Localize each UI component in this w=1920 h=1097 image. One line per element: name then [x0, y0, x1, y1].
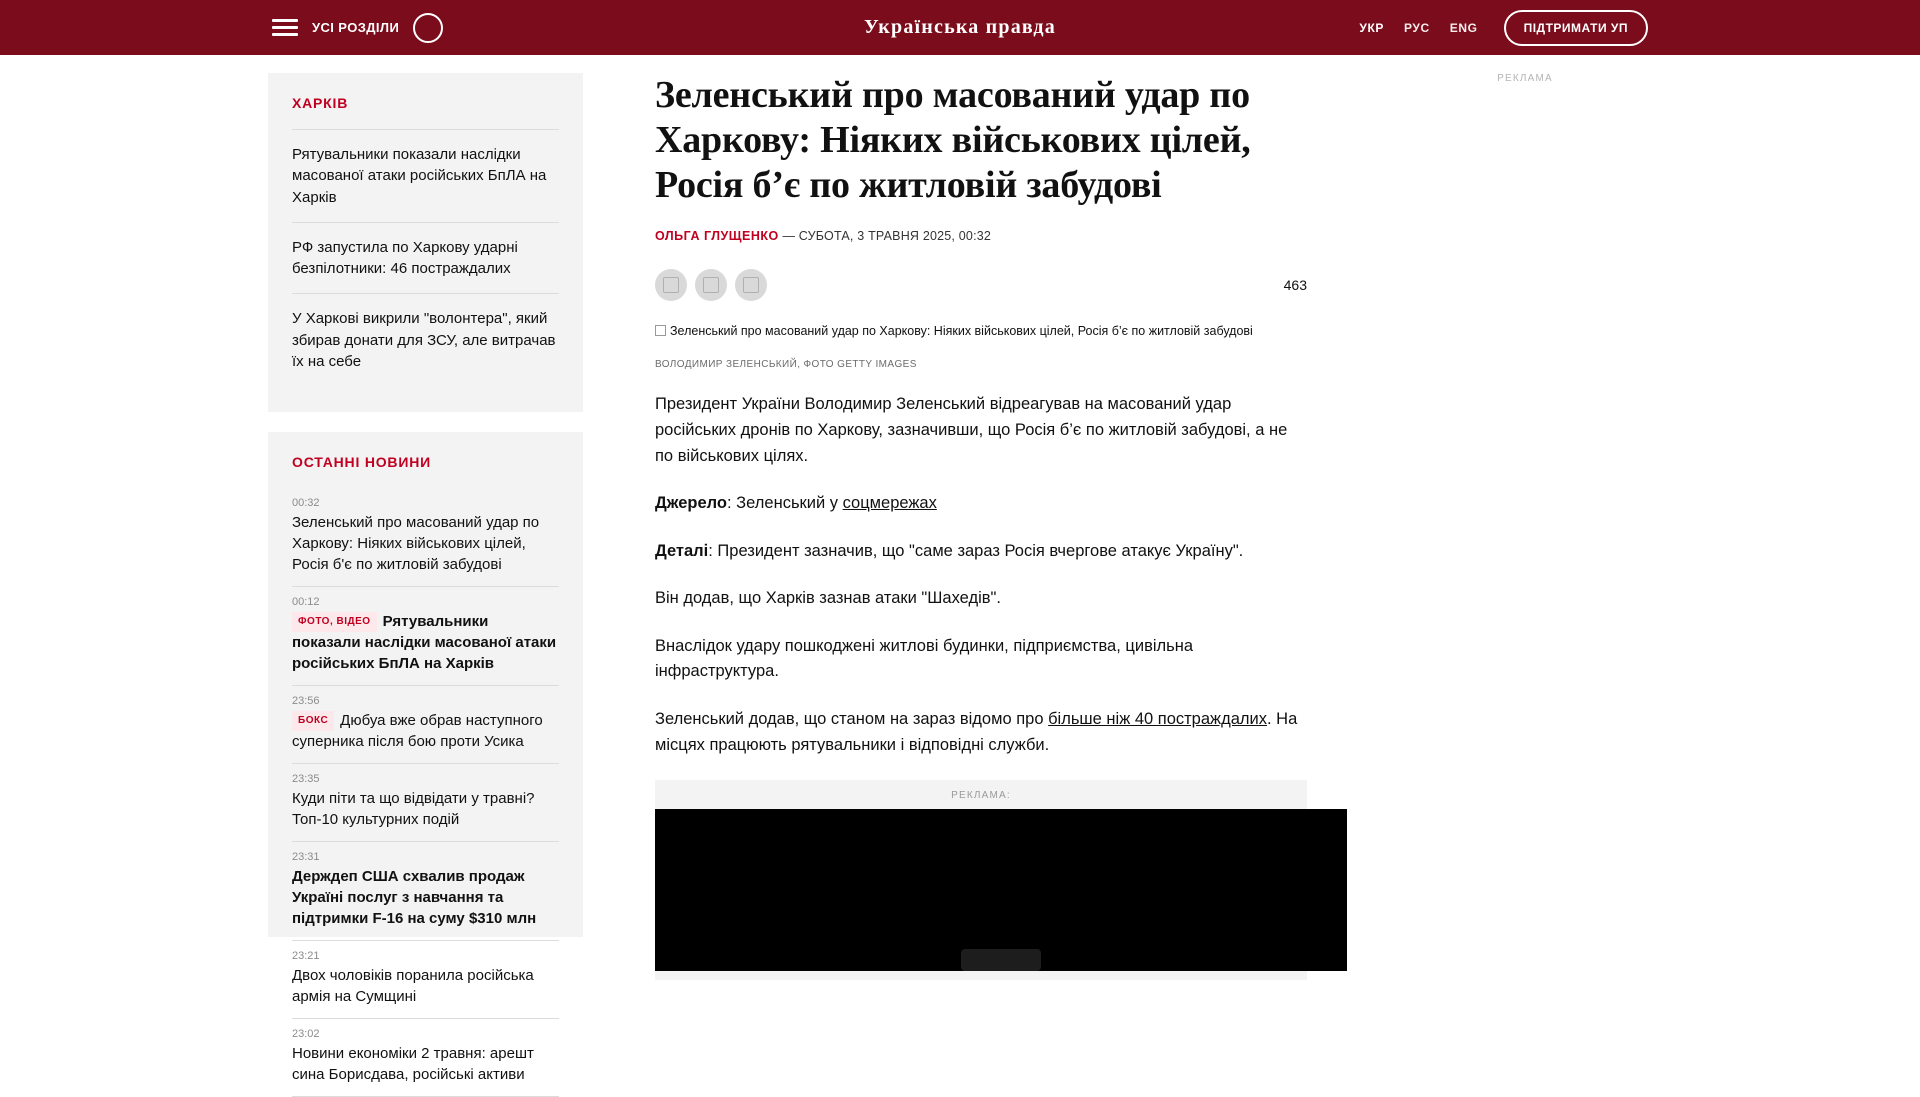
menu-burger-icon[interactable] [272, 19, 298, 36]
share-facebook-icon[interactable] [655, 269, 687, 301]
kharkiv-widget [268, 73, 583, 412]
article-paragraph [655, 539, 1307, 565]
site-header [0, 0, 1920, 55]
list-item[interactable] [292, 686, 559, 764]
all-sections-label[interactable]: УСІ РОЗДІЛИ [312, 20, 400, 35]
ad-video-player[interactable] [655, 809, 1347, 971]
ad-label: РЕКЛАМА [1497, 73, 1553, 84]
header-left-group [272, 13, 443, 43]
article-image-alt: Зеленський про масований удар по Харкову: Ніяких військових цілей, Росія б’є по житловій забудові [670, 324, 1253, 339]
paragraph-lead: Деталі [655, 541, 709, 560]
news-time: 23:35 [292, 773, 320, 786]
lang-switch-rus[interactable]: РУС [1403, 20, 1430, 35]
news-headline-text: Рятувальники показали наслідки масованої атаки російських БпЛА на Харків [292, 613, 557, 673]
news-headline[interactable]: Держдеп США схвалив продаж Україні послуг з навчання та підтримки F-16 на суму $310 млн [292, 868, 537, 928]
paragraph-text: Зеленський додав, що станом на зараз відомо про [655, 709, 1049, 728]
paragraph-tail: . На місцях працюють рятувальники і відповідні служби. [655, 709, 1298, 754]
lang-switch-ukr[interactable]: УКР [1359, 20, 1384, 35]
list-item[interactable]: У Харкові викрили "волонтера", який збирав донати для ЗСУ, але витрачав їх на себе [292, 293, 559, 386]
news-time: 23:21 [292, 950, 320, 963]
support-button[interactable]: ПІДТРИМАТИ УП [1504, 10, 1648, 46]
article-image-placeholder [655, 323, 1307, 355]
paragraph-text: : Президент зазначив, що "саме зараз Росія вчергове атакує Україну". [708, 541, 1244, 560]
broken-image-icon [655, 325, 666, 336]
latest-news-widget [268, 432, 583, 1084]
list-item[interactable] [292, 587, 559, 686]
byline [655, 229, 1307, 243]
header-right-group [1359, 10, 1648, 46]
casualties-link[interactable]: більше ніж 40 постраждалих [1048, 709, 1267, 728]
share-telegram-icon[interactable] [735, 269, 767, 301]
search-icon[interactable] [413, 13, 443, 43]
latest-news-title: ОСТАННІ НОВИНИ [292, 454, 431, 471]
kharkiv-widget-title: ХАРКІВ [292, 95, 349, 111]
news-headline[interactable]: Куди піти та що відвідати у травні? Топ-10 культурних подій [292, 790, 535, 829]
list-item[interactable] [292, 842, 559, 941]
list-item[interactable] [292, 764, 559, 842]
left-sidebar [268, 73, 583, 1084]
page-layout [0, 55, 1920, 1084]
list-item[interactable]: РФ запустила по Харкову ударні безпілотники: 46 постраждалих [292, 222, 559, 294]
inline-ad-block [655, 780, 1307, 980]
site-logo[interactable]: Українська правда [864, 16, 1056, 38]
article-main [615, 73, 1307, 980]
share-twitter-icon[interactable] [695, 269, 727, 301]
list-item[interactable]: Рятувальники показали наслідки масованої атаки російських БпЛА на Харків [292, 129, 559, 222]
article-paragraph [655, 491, 1307, 517]
list-item[interactable] [292, 1019, 559, 1097]
news-headline[interactable]: Новини економіки 2 травня: арешт сина Борисдава, російські активи [292, 1045, 534, 1084]
photo-credit: ВОЛОДИМИР ЗЕЛЕНСЬКИЙ, ФОТО GETTY IMAGES [655, 359, 917, 371]
article-author[interactable]: ОЛЬГА ГЛУЩЕНКО [655, 229, 779, 244]
right-sidebar [1339, 73, 1659, 980]
news-headline-text: Дюбуа вже обрав наступного суперника після бою проти Усика [292, 712, 543, 751]
paragraph-lead: Джерело [655, 494, 728, 513]
paragraph-text: : Зеленський у [727, 494, 843, 513]
status-badge: ФОТО, ВІДЕО [292, 612, 377, 632]
news-time: 00:12 [292, 596, 320, 609]
article-paragraph: Він додав, що Харків зазнав атаки "Шахедів". [655, 589, 1001, 608]
play-button-icon[interactable] [961, 949, 1041, 971]
article-paragraph: Президент України Володимир Зеленський відреагував на масований удар російських дронів по Харкову, зазначивши, що Росія б’є по житловій забудові, а не по військових цілях. [655, 395, 1288, 465]
status-badge: БОКС [292, 711, 334, 731]
news-headline[interactable] [292, 611, 559, 674]
page-title: Зеленський про масований удар по Харкову: Ніяких військових цілей, Росія б’є по житловій забудові [655, 74, 1251, 206]
list-item[interactable] [292, 488, 559, 587]
news-time: 23:02 [292, 1028, 320, 1041]
lang-switch-eng[interactable]: ENG [1449, 20, 1478, 35]
news-headline[interactable]: Зеленський про масований удар по Харкову: Ніяких військових цілей, Росія б'є по житловій забудові [292, 514, 540, 574]
source-link[interactable]: соцмережах [842, 494, 937, 513]
article-paragraph: Внаслідок удару пошкоджені житлові будинки, підприємства, цивільна інфраструктура. [655, 636, 1194, 681]
news-time: 23:31 [292, 851, 320, 864]
article-date: — СУБОТА, 3 ТРАВНЯ 2025, 00:32 [782, 229, 992, 244]
news-time: 00:32 [292, 497, 320, 510]
news-headline[interactable] [292, 710, 559, 752]
share-row [655, 269, 1307, 301]
list-item[interactable] [292, 941, 559, 1019]
ad-label: РЕКЛАМА: [951, 790, 1011, 802]
news-headline[interactable]: Двох чоловіків поранила російська армія на Сумщині [292, 967, 534, 1006]
view-count: 463 [1283, 277, 1307, 294]
article-paragraph [655, 707, 1307, 758]
news-time: 23:56 [292, 695, 320, 708]
